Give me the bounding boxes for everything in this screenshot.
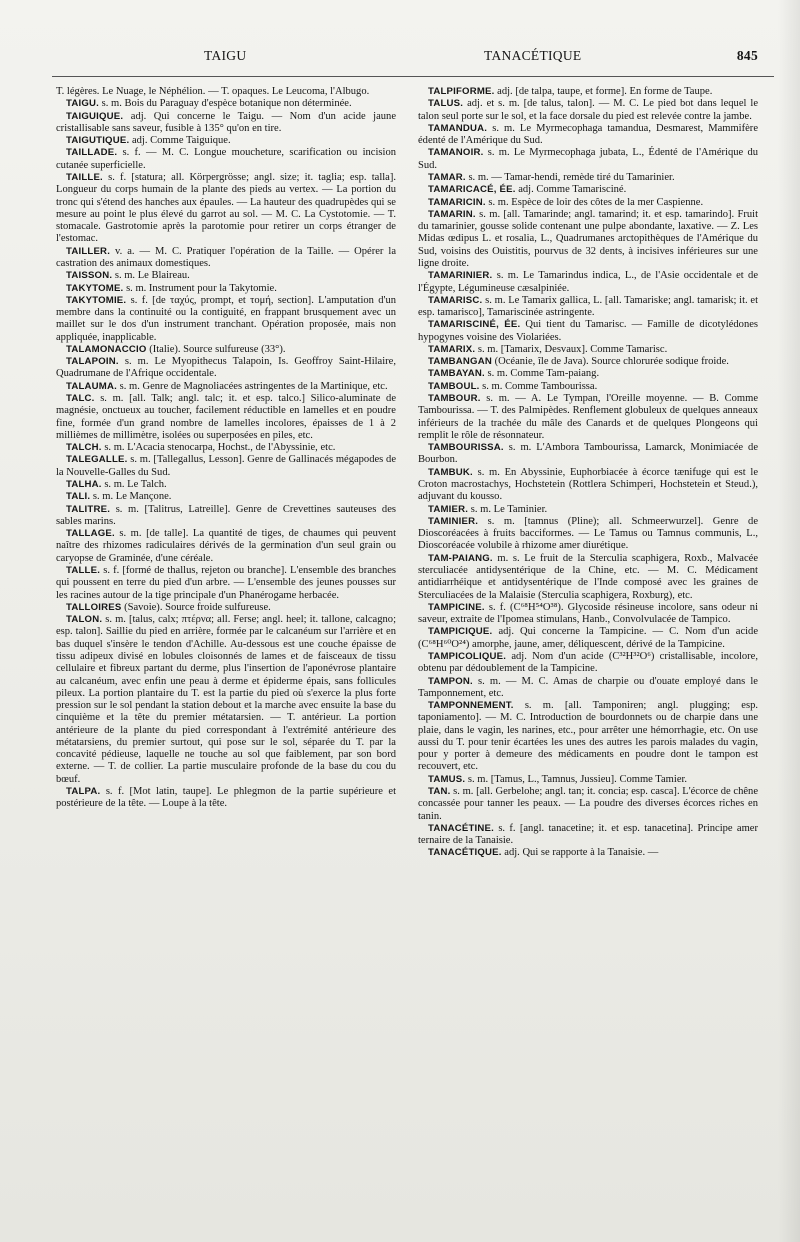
dictionary-entry [418, 147, 758, 172]
dictionary-entry [418, 516, 758, 553]
entry-definition: s. m. Le Talch. [104, 479, 167, 490]
entry-definition: s. m. [all. Gerbelohe; angl. tan; it. concia; esp. casca]. L'écorce de chêne concassée pour tanner les peaux. — La poudre des diverses écorces riches en tanin. [418, 786, 758, 822]
entry-term: TAKYTOMIE. [66, 294, 127, 306]
dictionary-entry [418, 197, 758, 209]
entry-term: TALI. [66, 491, 91, 503]
entry-term: TAMAR. [428, 171, 466, 183]
entry-definition: adj. [de talpa, taupe, et forme]. En forme de Taupe. [497, 86, 713, 97]
entry-term: TALLAGE. [66, 528, 115, 540]
dictionary-entry [418, 774, 758, 786]
entry-definition: s. m. Le Tamarindus indica, L., de l'Asie occidentale et de l'Égypte, Légumineuse cæsalpiniée. [418, 270, 758, 294]
entry-definition: (Océanie, île de Java). Source chlorurée sodique froide. [494, 356, 729, 368]
dictionary-entry [56, 381, 396, 393]
dictionary-entry [418, 626, 758, 651]
entry-definition: s. m. Le Taminier. [470, 503, 548, 515]
entry-definition: m. s. Le fruit de la Sterculia scaphigera, Roxb., Malvacée sterculiacée antidysentérique de la Chine, etc. — M. C. Médicament antidiarrhéique et antidysentérique de l'Inde composé avec les graines de Sterculiacées de la Malaisie (Sterculia scaphigera, Roxburg), etc. [418, 552, 758, 601]
entry-term: TAILLE. [66, 171, 103, 183]
dictionary-entry [418, 381, 758, 393]
entry-term: TAMUS. [428, 773, 466, 785]
entry-term: TAN. [428, 786, 451, 798]
entry-term: TAIGUIQUE. [66, 110, 124, 122]
entry-definition: s. m. [all. Tamarinde; angl. tamarind; it. et esp. tamarindo]. Fruit du tamarinier, gousse solide contenant une pulpe abondante, laxative. — Z. Les Midas œdipus L. et rosalia, L., Quadrumanes arctopithèques de l'Amérique du Sud, voisins des Ouistitis, pourvus de 32 dents, à incisives inférieures sur une ligne droite. [418, 208, 758, 269]
entry-term: TAMPICIQUE. [428, 626, 493, 638]
entry-term: TALAPOIN. [66, 356, 119, 368]
dictionary-entry [418, 847, 758, 859]
entry-definition: T. légères. Le Nuage, le Néphélion. — T. opaques. Le Leucoma, l'Albugo. [56, 86, 370, 97]
entry-definition: (Italie). Source sulfureuse (33°). [149, 343, 286, 355]
entry-term: TALC. [66, 393, 95, 405]
entry-definition: s. m. Le Tamarix gallica, L. [all. Tamariske; angl. tamarisk; it. et esp. tamarisco], Tamariscinée astringente. [418, 294, 758, 319]
entry-definition: s. m. Comme Tam-paiang. [487, 368, 600, 380]
dictionary-entry [418, 98, 758, 123]
entry-definition: Qui tient du Tamarisc. — Famille de dicotylédones hypogynes voisine des Violariées. [418, 319, 758, 343]
dictionary-entry [418, 676, 758, 701]
dictionary-entry [418, 700, 758, 774]
entry-definition: s. m. — A. Le Tympan, l'Oreille moyenne. — B. Comme Tambourissa. — T. des Palmipèdes. Renflement globuleux de quelques anneaux inférieurs de la trachée du mâle des Canards et de quelques Plongeons qui remplit le rôle de résonnateur. [418, 393, 758, 441]
entry-definition: s. m. Instrument pour la Takytomie. [126, 282, 277, 294]
dictionary-entry [418, 553, 758, 602]
entry-term: TALAUMA. [66, 380, 117, 392]
entry-term: TALUS. [428, 98, 464, 110]
dictionary-entry [56, 246, 396, 271]
entry-definition: s. m. [Tallegallus, Lesson]. Genre de Gallinacés mégapodes de la Nouvelle-Galles du Sud. [56, 454, 396, 478]
entry-definition: adj. Nom d'un acide (C³²H³²O⁶) cristallisable, incolore, obtenu par dédoublement de la Tampicine. [418, 650, 758, 675]
entry-term: TAMARIN. [428, 208, 476, 220]
entry-definition: s. m. Comme Tambourissa. [482, 380, 598, 392]
entry-definition: s. m. Le Blaireau. [114, 270, 190, 282]
entry-term: TAMINIER. [428, 515, 479, 527]
dictionary-entry [56, 270, 396, 282]
right-column [418, 86, 758, 1226]
dictionary-entry [56, 98, 396, 110]
dictionary-entry [56, 614, 396, 786]
entry-definition: s. m. L'Acacia stenocarpa, Hochst., de l'Abyssinie, etc. [104, 442, 336, 454]
running-head [50, 48, 774, 70]
entry-term: TAMPICINE. [428, 601, 485, 613]
entry-term: TALPA. [66, 786, 101, 798]
entry-term: TAMPICOLIQUE. [428, 650, 507, 662]
dictionary-entry [418, 344, 758, 356]
dictionary-entry [56, 86, 396, 98]
entry-definition: s. f. [Mot latin, taupe]. Le phlegmon de la partie supérieure et postérieure de la tête. — Loupe à la tête. [56, 786, 396, 810]
running-head-left: TAIGU [204, 48, 247, 63]
entry-term: TAMBAYAN. [428, 368, 485, 380]
entry-term: TAMBOURISSA. [428, 442, 504, 454]
entry-definition: s. f. [statura; all. Körpergrösse; angl. size; it. taglia; esp. talla]. Longueur du corps humain de la plante des pieds au vertex. — La portion du tronc qui s'étend des hanches aux épaules. — La hauteur des quadrupèdes qui se mesure au point le plus élevé du garrot au sol. — M. C. La Cystotomie. — T. stomacale. Gastrotomie après la parotomie pour retirer un corps étranger de l'estomac. [56, 171, 396, 245]
entry-definition: s. m. En Abyssinie, Euphorbiacée à écorce tænifuge qui est le Croton macrostachys, Hochstetein (Rottlera Schimperi, Hochstetein et Steud.), adjuvant du kousso. [418, 466, 758, 503]
entry-definition: s. f. [de ταχύς, prompt, et τομή, section]. L'amputation d'un membre dans la continuité ou la contiguité, en frappant brusquement avec un maillet sur le dos d'un instrument tranchant. Opération proposée, mais non appliquée, inapplicable. [56, 294, 396, 343]
entry-definition: adj. Qui concerne le Taigu. — Nom d'un acide jaune cristallisable sans saveur, fusible à 135° qu'on en tire. [56, 110, 396, 134]
entry-definition: adj. Qui concerne la Tampicine. — C. Nom d'un acide (C⁶⁸H⁶⁰O²⁴) amorphe, jaune, amer, déliquescent, dérivé de la Tampicine. [418, 626, 758, 650]
dictionary-entry [418, 172, 758, 184]
entry-term: TAMBUK. [428, 466, 473, 478]
dictionary-entry [56, 295, 396, 344]
dictionary-entry [56, 786, 396, 811]
dictionary-entry [56, 565, 396, 602]
entry-definition: s. m. [all. Talk; angl. talc; it. et esp. talco.] Silico-aluminate de magnésie, onctueux au toucher, facilement réductible en lamelles et en poudre fine, formée d'un grand nombre de lamelles incolores, épaisses de 1 à 2 millièmes de millimètre, isolées ou superposées en piles, etc. [56, 393, 396, 441]
dictionary-entry [418, 184, 758, 196]
dictionary-entry [56, 356, 396, 381]
dictionary-entry [418, 467, 758, 504]
dictionary-entry [56, 111, 396, 136]
entry-term: TALHA. [66, 479, 102, 490]
entry-term: TAMPONNEMENT. [428, 700, 514, 712]
entry-definition: adj. Comme Tamarisciné. [518, 184, 627, 196]
entry-definition: s. m. [Tamarix, Desvaux]. Comme Tamarisc. [477, 343, 668, 355]
entry-term: TAMANDUA. [428, 122, 488, 134]
dictionary-entry [418, 786, 758, 823]
entry-definition: s. m. L'Ambora Tambourissa, Lamarck, Monimiacée de Bourbon. [418, 442, 758, 466]
entry-term: TAMARISC. [428, 294, 483, 306]
entry-term: TAILLADE. [66, 147, 118, 159]
entry-definition: s. f. (C⁶⁸H⁵⁴O³⁸). Glycoside résineuse incolore, sans odeur ni saveur, extraite de l'Ipomea stimulans, Hanb., Convolvulacée de Tampico. [418, 601, 758, 626]
dictionary-entry [56, 135, 396, 147]
entry-definition: s. m. Espèce de loir des côtes de la mer Caspienne. [488, 196, 704, 208]
dictionary-entry [418, 651, 758, 676]
dictionary-entry [56, 454, 396, 479]
entry-definition: s. m. — Tamar-hendi, remède tiré du Tamarinier. [468, 171, 675, 183]
dictionary-entry [56, 172, 396, 246]
dictionary-entry [418, 442, 758, 467]
entry-term: TAIGU. [66, 98, 99, 110]
dictionary-entry [56, 504, 396, 529]
entry-term: TAMARISCINÉ, ÉE. [428, 319, 521, 331]
entry-definition: s. m. Le Myrmecophaga tamandua, Desmarest, Mammifère édenté de l'Amérique du Sud. [418, 122, 758, 147]
entry-term: TALON. [66, 614, 103, 626]
entry-definition: s. f. — M. C. Longue moucheture, scarification ou incision cutanée superficielle. [56, 147, 396, 171]
dictionary-entry [418, 504, 758, 516]
entry-definition: s. m. — M. C. Amas de charpie ou d'ouate employé dans le Tamponnement, etc. [418, 675, 758, 699]
entry-term: TALAMONACCIO [66, 343, 147, 355]
header-rule [52, 76, 774, 77]
entry-term: TAMARINIER. [428, 270, 493, 282]
entry-definition: s. m. [talus, calx; πτέρνα; all. Ferse; angl. heel; it. tallone, calcagno; esp. talon]. Saillie du pied en arrière, formée par le calcanéum sur l'arrière et en bas duquel s'insère le tendon d'Achille. Au-dessous est une couche épaisse de tissu adipeux divisé en lobules cloisonnés de lames et de faisceaux de tissu cellulaire et fibreux partant du derme, plus l'insertion de l'aponévrose plantaire au calcanéum, avec enfin une peau à derme et épiderme épais, sans follicules pileux. La portion plantaire du T. est la partie du pied où s'exerce la plus forte pression sur le sol pendant la station debout et la marche avec ensuite la base du cinquième et la tête du premier métatarsien. — T. antérieur. La portion antérieure de la plante du pied correspondant à l'extrémité antérieure des métatarsiens, du premier surtout, qui pose sur le sol, séparée du T. par la concavité pédieuse, laquelle ne touche au sol que faiblement, par son bord externe. — T. de collier. La partie musculaire profonde de la base du cou du bœuf. [56, 614, 396, 785]
dictionary-entry [418, 823, 758, 848]
dictionary-entry [418, 209, 758, 270]
page-number: 845 [736, 48, 758, 63]
entry-term: TAMBOUR. [428, 393, 481, 405]
dictionary-entry [56, 393, 396, 442]
entry-definition: adj. et s. m. [de talus, talon]. — M. C. Le pied bot dans lequel le talon seul porte sur le sol, et la face dorsale du pied est relevée contre la jambe. [418, 98, 758, 122]
entry-definition: s. f. [formé de thallus, rejeton ou branche]. L'ensemble des branches qui poussent en terre du pied d'un arbre. — L'ensemble des jeunes pousses sur les racines autour de la tige principale d'un Phanérogame herbacée. [56, 564, 396, 601]
entry-term: TAILLER. [66, 245, 111, 257]
entry-term: TALITRE. [66, 503, 111, 515]
dictionary-entry [56, 344, 396, 356]
entry-definition: s. m. [Talitrus, Latreille]. Genre de Crevettines sauteuses des sables marins. [56, 503, 396, 527]
dictionary-entry [418, 86, 758, 98]
running-head-center: TANACÉTIQUE [484, 48, 582, 63]
dictionary-entry [56, 479, 396, 491]
entry-definition: s. f. [angl. tanacetine; it. et esp. tanacetina]. Principe amer ternaire de la Tanaisie. [418, 822, 758, 847]
entry-definition: v. a. — M. C. Pratiquer l'opération de la Taille. — Opérer la castration des animaux domestiques. [56, 245, 396, 269]
entry-definition: (Savoie). Source froide sulfureuse. [124, 601, 271, 613]
dictionary-entry [418, 368, 758, 380]
dictionary-entry [56, 283, 396, 295]
dictionary-entry [56, 442, 396, 454]
dictionary-entry [418, 270, 758, 295]
dictionary-entry [418, 393, 758, 442]
dictionary-entry [418, 123, 758, 148]
dictionary-entry [418, 356, 758, 368]
entry-definition: s. m. Le Mançone. [92, 491, 172, 503]
dictionary-entry [56, 528, 396, 565]
page-edge-shadow [778, 0, 800, 1242]
entry-term: TAKYTOME. [66, 282, 124, 294]
entry-definition: s. m. [tamnus (Pline); all. Schmeerwurzel]. Genre de Dioscoréacées à fruits bacciformes. — Le Tamus ou Tamnus communis, L., Dioscoréacée volubile à rhizome amer diurétique. [418, 515, 758, 552]
entry-term: TAIGUTIQUE. [66, 135, 130, 147]
entry-term: TANACÉTIQUE. [428, 847, 502, 859]
dictionary-entry [56, 491, 396, 503]
entry-term: TANACÉTINE. [428, 822, 494, 834]
dictionary-entry [56, 147, 396, 172]
entry-definition: s. m. [all. Tamponiren; angl. plugging; esp. taponiamento]. — M. C. Introduction de bourdonnets ou de charpie dans une plaie, dans le vagin, les narines, etc., pour arrêter une hémorrhagie, etc. On use aussi du T. pour tenir écartées les unes des autres les parois malades du vagin, pour y porter à demeure des médicaments en poudre dont le tampon est recouvert, etc. [418, 700, 758, 773]
entry-definition: s. m. [Tamus, L., Tamnus, Jussieu]. Comme Tamier. [467, 773, 688, 785]
entry-term: TALEGALLE. [66, 454, 128, 466]
entry-term: TAM-PAIANG. [428, 552, 493, 564]
dictionary-entry [418, 295, 758, 320]
entry-definition: s. m. Bois du Paraguay d'espèce botanique non déterminée. [101, 98, 352, 110]
entry-term: TAMANOIR. [428, 147, 484, 159]
entry-term: TAMARIX. [428, 343, 476, 355]
entry-term: TAMARICACÉ, ÉE. [428, 184, 516, 196]
left-column [56, 86, 396, 1226]
entry-term: TALPIFORME. [428, 86, 495, 97]
dictionary-entry [418, 602, 758, 627]
entry-definition: adj. Qui se rapporte à la Tanaisie. — [504, 847, 659, 859]
entry-term: TAMIER. [428, 503, 469, 515]
entry-definition: s. m. Genre de Magnoliacées astringentes de la Martinique, etc. [119, 380, 388, 392]
entry-term: TAMPON. [428, 675, 473, 687]
entry-definition: s. m. Le Myrmecophaga jubata, L., Édenté de l'Amérique du Sud. [418, 147, 758, 171]
entry-definition: s. m. [de talle]. La quantité de tiges, de chaumes qui peuvent naître des rhizomes radiculaires dérivés de la germination d'un seul grain ou caryopse de Graminée, d'une céréale. [56, 528, 396, 564]
dictionary-entry [56, 602, 396, 614]
entry-term: TAMARICIN. [428, 196, 486, 208]
entry-term: TALLOIRES [66, 601, 122, 613]
entry-term: TAISSON. [66, 270, 113, 282]
dictionary-entry [418, 319, 758, 344]
entry-definition: s. m. Le Myopithecus Talapoin, Is. Geoffroy Saint-Hilaire, Quadrumane de l'Afrique occidentale. [56, 356, 396, 380]
entry-term: TALCH. [66, 442, 102, 454]
entry-term: TAMBOUL. [428, 380, 480, 392]
entry-term: TAMBANGAN [428, 356, 492, 368]
entry-definition: adj. Comme Taiguique. [131, 135, 231, 147]
entry-term: TALLE. [66, 564, 101, 576]
